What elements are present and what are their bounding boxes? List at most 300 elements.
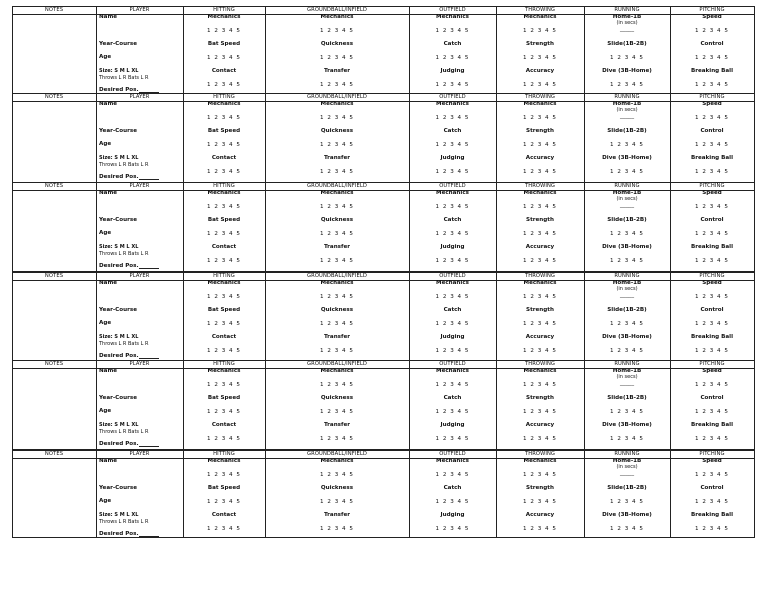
hitting-contact-label: Contact (211, 155, 237, 161)
running-slide-rating[interactable]: 1 2 3 4 5 (610, 142, 644, 148)
running-dive-label: Dive (3B-Home) (602, 512, 652, 518)
hitting-mechanics-rating[interactable]: 1 2 3 4 5 (207, 204, 241, 210)
outfield-judging-label: Judging (440, 422, 465, 428)
outfield-judging-rating[interactable]: 1 2 3 4 5 (435, 526, 470, 532)
header-outfield: OUTFIELD (439, 94, 466, 100)
groundball-mechanics-rating[interactable]: 1 2 3 4 5 (320, 28, 354, 34)
player-size-field[interactable]: Size: S M L XL (99, 512, 139, 518)
player-age-field[interactable]: Age (99, 230, 112, 236)
running-dive-label: Dive (3B-Home) (602, 68, 652, 74)
outfield-catch-label: Catch (443, 395, 462, 401)
running-slide-label: Slide(1B-2B) (607, 41, 647, 47)
outfield-catch-rating[interactable]: 1 2 3 4 5 (435, 231, 470, 237)
desired-pos-blank (139, 174, 159, 180)
outfield-catch-label: Catch (443, 307, 462, 313)
outfield-mechanics-rating[interactable]: 1 2 3 4 5 (435, 204, 470, 210)
pitching-breaking-ball-label: Breaking Ball (690, 422, 734, 428)
player-throws-bats-field[interactable]: Throws L R Bats L R (99, 75, 149, 81)
pitching-control-label: Control (700, 41, 724, 47)
groundball-quickness-rating[interactable]: 1 2 3 4 5 (320, 409, 354, 415)
player-evaluation-block (12, 93, 755, 182)
throwing-accuracy-label: Accuracy (525, 68, 555, 74)
hitting-bat-speed-rating[interactable]: 1 2 3 4 5 (207, 231, 241, 237)
running-dive-rating[interactable]: 1 2 3 4 5 (610, 169, 644, 175)
throwing-mechanics-rating[interactable]: 1 2 3 4 5 (523, 115, 557, 121)
throwing-accuracy-rating[interactable]: 1 2 3 4 5 (523, 526, 557, 532)
player-throws-bats-field[interactable]: Throws L R Bats L R (99, 251, 149, 257)
column-divider (409, 273, 410, 360)
running-dive-rating[interactable]: 1 2 3 4 5 (610, 82, 644, 88)
throwing-mechanics-rating[interactable]: 1 2 3 4 5 (523, 382, 557, 388)
player-desired-pos-field[interactable] (99, 441, 159, 447)
running-home-1b-sublabel: (in secs) (616, 464, 638, 470)
outfield-mechanics-label: Mechanics (436, 190, 469, 196)
running-home-1b-label: Home-1B (612, 101, 642, 107)
running-home-1b-sublabel: (in secs) (616, 286, 638, 292)
groundball-transfer-rating[interactable]: 1 2 3 4 5 (320, 348, 354, 354)
groundball-quickness-rating[interactable]: 1 2 3 4 5 (320, 55, 354, 61)
pitching-breaking-ball-rating[interactable]: 1 2 3 4 5 (695, 169, 729, 175)
throwing-mechanics-label: Mechanics (523, 101, 557, 107)
throwing-strength-rating[interactable]: 1 2 3 4 5 (523, 142, 557, 148)
groundball-mechanics-rating[interactable]: 1 2 3 4 5 (320, 294, 354, 300)
pitching-control-rating[interactable]: 1 2 3 4 5 (695, 142, 729, 148)
hitting-mechanics-label: Mechanics (207, 368, 241, 374)
throwing-strength-rating[interactable]: 1 2 3 4 5 (523, 409, 557, 415)
player-year-course-field[interactable]: Year-Course (99, 395, 137, 401)
throwing-accuracy-label: Accuracy (525, 244, 555, 250)
border-left (12, 451, 13, 537)
outfield-catch-rating[interactable]: 1 2 3 4 5 (435, 321, 470, 327)
groundball-quickness-label: Quickness (320, 128, 354, 134)
outfield-judging-label: Judging (440, 334, 465, 340)
player-age-field[interactable]: Age (99, 54, 112, 60)
hitting-bat-speed-rating[interactable]: 1 2 3 4 5 (207, 142, 241, 148)
groundball-mechanics-label: Mechanics (320, 101, 354, 107)
header-running: RUNNING (614, 7, 640, 13)
outfield-catch-rating[interactable]: 1 2 3 4 5 (435, 499, 470, 505)
pitching-speed-label: Speed (702, 458, 722, 464)
pitching-speed-rating[interactable]: 1 2 3 4 5 (695, 382, 729, 388)
column-divider (96, 361, 97, 449)
player-size-field[interactable]: Size: S M L XL (99, 244, 139, 250)
header-hitting: HITTING (213, 94, 235, 100)
header-notes: NOTES (44, 94, 64, 100)
player-desired-pos-field[interactable] (99, 174, 159, 180)
border-right (754, 7, 755, 93)
throwing-accuracy-rating[interactable]: 1 2 3 4 5 (523, 82, 557, 88)
hitting-bat-speed-label: Bat Speed (207, 485, 241, 491)
pitching-speed-rating[interactable]: 1 2 3 4 5 (695, 115, 729, 121)
groundball-transfer-rating[interactable]: 1 2 3 4 5 (320, 258, 354, 264)
running-home-1b-time-field[interactable]: _____ (620, 380, 634, 386)
header-pitching: PITCHING (699, 183, 725, 189)
player-throws-bats-field[interactable]: Throws L R Bats L R (99, 341, 149, 347)
outfield-judging-rating[interactable]: 1 2 3 4 5 (435, 169, 470, 175)
column-divider (183, 273, 184, 360)
groundball-mechanics-label: Mechanics (320, 368, 354, 374)
pitching-control-label: Control (700, 485, 724, 491)
header-hitting: HITTING (213, 361, 235, 367)
running-home-1b-label: Home-1B (612, 368, 642, 374)
groundball-transfer-label: Transfer (323, 334, 351, 340)
hitting-bat-speed-label: Bat Speed (207, 41, 241, 47)
groundball-mechanics-label: Mechanics (320, 458, 354, 464)
running-dive-label: Dive (3B-Home) (602, 155, 652, 161)
throwing-mechanics-rating[interactable]: 1 2 3 4 5 (523, 472, 557, 478)
throwing-accuracy-rating[interactable]: 1 2 3 4 5 (523, 436, 557, 442)
column-divider (670, 273, 671, 360)
throwing-strength-rating[interactable]: 1 2 3 4 5 (523, 321, 557, 327)
desired-pos-blank (139, 263, 159, 269)
throwing-accuracy-label: Accuracy (525, 512, 555, 518)
groundball-mechanics-rating[interactable]: 1 2 3 4 5 (320, 115, 354, 121)
header-player: PLAYER (129, 183, 150, 189)
player-desired-pos-field[interactable] (99, 353, 159, 359)
column-divider (96, 451, 97, 537)
player-age-field[interactable]: Age (99, 498, 112, 504)
player-desired-pos-field[interactable] (99, 263, 159, 269)
hitting-mechanics-rating[interactable]: 1 2 3 4 5 (207, 382, 241, 388)
header-throwing: THROWING (524, 361, 556, 367)
groundball-mechanics-rating[interactable]: 1 2 3 4 5 (320, 382, 354, 388)
header-player: PLAYER (129, 273, 150, 279)
header-outfield: OUTFIELD (439, 273, 466, 279)
groundball-transfer-rating[interactable]: 1 2 3 4 5 (320, 82, 354, 88)
outfield-judging-rating[interactable]: 1 2 3 4 5 (435, 258, 470, 264)
hitting-contact-rating[interactable]: 1 2 3 4 5 (207, 82, 241, 88)
pitching-control-rating[interactable]: 1 2 3 4 5 (695, 321, 729, 327)
header-hitting: HITTING (213, 7, 235, 13)
pitching-control-label: Control (700, 217, 724, 223)
groundball-quickness-rating[interactable]: 1 2 3 4 5 (320, 321, 354, 327)
player-evaluation-block (12, 360, 755, 449)
outfield-judging-label: Judging (440, 244, 465, 250)
throwing-accuracy-rating[interactable]: 1 2 3 4 5 (523, 258, 557, 264)
header-running: RUNNING (614, 183, 640, 189)
pitching-breaking-ball-label: Breaking Ball (690, 68, 734, 74)
hitting-bat-speed-label: Bat Speed (207, 217, 241, 223)
pitching-breaking-ball-rating[interactable]: 1 2 3 4 5 (695, 348, 729, 354)
groundball-mechanics-label: Mechanics (320, 190, 354, 196)
throwing-mechanics-rating[interactable]: 1 2 3 4 5 (523, 28, 557, 34)
running-slide-rating[interactable]: 1 2 3 4 5 (610, 409, 644, 415)
running-slide-label: Slide(1B-2B) (607, 128, 647, 134)
pitching-control-rating[interactable]: 1 2 3 4 5 (695, 499, 729, 505)
pitching-breaking-ball-label: Breaking Ball (690, 244, 734, 250)
outfield-mechanics-rating[interactable]: 1 2 3 4 5 (435, 382, 470, 388)
pitching-breaking-ball-rating[interactable]: 1 2 3 4 5 (695, 526, 729, 532)
groundball-transfer-label: Transfer (323, 512, 351, 518)
header-running: RUNNING (614, 361, 640, 367)
header-player: PLAYER (129, 7, 150, 13)
outfield-mechanics-rating[interactable]: 1 2 3 4 5 (435, 115, 470, 121)
column-divider (265, 273, 266, 360)
header-running: RUNNING (614, 451, 640, 457)
header-pitching: PITCHING (699, 94, 725, 100)
player-age-field[interactable]: Age (99, 141, 112, 147)
player-size-field[interactable]: Size: S M L XL (99, 155, 139, 161)
pitching-breaking-ball-label: Breaking Ball (690, 512, 734, 518)
running-dive-label: Dive (3B-Home) (602, 244, 652, 250)
groundball-quickness-rating[interactable]: 1 2 3 4 5 (320, 231, 354, 237)
running-dive-rating[interactable]: 1 2 3 4 5 (610, 526, 644, 532)
header-player: PLAYER (129, 451, 150, 457)
evaluation-sheet (12, 6, 755, 538)
header-hitting: HITTING (213, 273, 235, 279)
throwing-accuracy-label: Accuracy (525, 422, 555, 428)
outfield-judging-rating[interactable]: 1 2 3 4 5 (435, 348, 470, 354)
column-divider (96, 94, 97, 182)
outfield-catch-label: Catch (443, 485, 462, 491)
hitting-contact-label: Contact (211, 68, 237, 74)
player-evaluation-block (12, 271, 755, 360)
column-divider (96, 7, 97, 93)
player-name-field[interactable]: Name (99, 14, 118, 20)
header-notes: NOTES (44, 183, 64, 189)
groundball-quickness-label: Quickness (320, 485, 354, 491)
hitting-mechanics-label: Mechanics (207, 14, 241, 20)
groundball-quickness-rating[interactable]: 1 2 3 4 5 (320, 499, 354, 505)
desired-pos-blank (139, 531, 159, 537)
header-player: PLAYER (129, 361, 150, 367)
hitting-bat-speed-rating[interactable]: 1 2 3 4 5 (207, 499, 241, 505)
groundball-quickness-rating[interactable]: 1 2 3 4 5 (320, 142, 354, 148)
player-evaluation-block (12, 449, 755, 538)
throwing-accuracy-rating[interactable]: 1 2 3 4 5 (523, 169, 557, 175)
header-outfield: OUTFIELD (439, 183, 466, 189)
running-slide-rating[interactable]: 1 2 3 4 5 (610, 499, 644, 505)
pitching-speed-label: Speed (702, 14, 722, 20)
pitching-speed-rating[interactable]: 1 2 3 4 5 (695, 28, 729, 34)
running-slide-rating[interactable]: 1 2 3 4 5 (610, 55, 644, 61)
pitching-speed-rating[interactable]: 1 2 3 4 5 (695, 204, 729, 210)
throwing-strength-rating[interactable]: 1 2 3 4 5 (523, 55, 557, 61)
header-running: RUNNING (614, 273, 640, 279)
outfield-catch-rating[interactable]: 1 2 3 4 5 (435, 55, 470, 61)
outfield-catch-label: Catch (443, 128, 462, 134)
hitting-bat-speed-label: Bat Speed (207, 128, 241, 134)
player-throws-bats-field[interactable]: Throws L R Bats L R (99, 429, 149, 435)
running-home-1b-sublabel: (in secs) (616, 374, 638, 380)
player-evaluation-block (12, 6, 755, 93)
header-pitching: PITCHING (699, 451, 725, 457)
running-dive-rating[interactable]: 1 2 3 4 5 (610, 258, 644, 264)
header-groundball: GROUNDBALL/INFIELD (307, 451, 367, 457)
outfield-mechanics-rating[interactable]: 1 2 3 4 5 (435, 294, 470, 300)
pitching-speed-label: Speed (702, 368, 722, 374)
throwing-strength-label: Strength (526, 307, 554, 313)
running-slide-rating[interactable]: 1 2 3 4 5 (610, 231, 644, 237)
throwing-mechanics-label: Mechanics (523, 14, 557, 20)
hitting-mechanics-rating[interactable]: 1 2 3 4 5 (207, 472, 241, 478)
outfield-mechanics-label: Mechanics (436, 458, 469, 464)
outfield-judging-rating[interactable]: 1 2 3 4 5 (435, 436, 470, 442)
hitting-contact-rating[interactable]: 1 2 3 4 5 (207, 169, 241, 175)
hitting-mechanics-label: Mechanics (207, 101, 241, 107)
header-outfield: OUTFIELD (439, 7, 466, 13)
groundball-quickness-label: Quickness (320, 217, 354, 223)
outfield-catch-rating[interactable]: 1 2 3 4 5 (435, 409, 470, 415)
groundball-transfer-rating[interactable]: 1 2 3 4 5 (320, 169, 354, 175)
player-year-course-field[interactable]: Year-Course (99, 485, 137, 491)
outfield-catch-rating[interactable]: 1 2 3 4 5 (435, 142, 470, 148)
border-right (754, 451, 755, 537)
throwing-strength-label: Strength (526, 41, 554, 47)
running-home-1b-time-field[interactable]: _____ (620, 202, 634, 208)
header-throwing: THROWING (524, 7, 556, 13)
hitting-mechanics-rating[interactable]: 1 2 3 4 5 (207, 115, 241, 121)
desired-pos-blank (139, 353, 159, 359)
player-year-course-field[interactable]: Year-Course (99, 128, 137, 134)
running-home-1b-sublabel: (in secs) (616, 196, 638, 202)
player-throws-bats-field[interactable]: Throws L R Bats L R (99, 519, 149, 525)
pitching-control-rating[interactable]: 1 2 3 4 5 (695, 231, 729, 237)
player-year-course-field[interactable]: Year-Course (99, 307, 137, 313)
player-evaluation-block (12, 182, 755, 271)
hitting-contact-rating[interactable]: 1 2 3 4 5 (207, 436, 241, 442)
desired-pos-label: Desired Pos. (99, 441, 139, 447)
running-slide-label: Slide(1B-2B) (607, 485, 647, 491)
desired-pos-label: Desired Pos. (99, 531, 139, 537)
border-left (12, 94, 13, 182)
groundball-transfer-label: Transfer (323, 68, 351, 74)
outfield-judging-label: Judging (440, 155, 465, 161)
outfield-judging-rating[interactable]: 1 2 3 4 5 (435, 82, 470, 88)
player-year-course-field[interactable]: Year-Course (99, 41, 137, 47)
pitching-speed-label: Speed (702, 280, 722, 286)
border-right (754, 273, 755, 360)
hitting-bat-speed-rating[interactable]: 1 2 3 4 5 (207, 321, 241, 327)
player-age-field[interactable]: Age (99, 320, 112, 326)
player-throws-bats-field[interactable]: Throws L R Bats L R (99, 162, 149, 168)
groundball-transfer-rating[interactable]: 1 2 3 4 5 (320, 436, 354, 442)
border-left (12, 183, 13, 271)
running-home-1b-time-field[interactable]: _____ (620, 113, 634, 119)
hitting-contact-rating[interactable]: 1 2 3 4 5 (207, 526, 241, 532)
header-outfield: OUTFIELD (439, 361, 466, 367)
running-home-1b-time-field[interactable]: _____ (620, 26, 634, 32)
hitting-contact-label: Contact (211, 244, 237, 250)
hitting-contact-rating[interactable]: 1 2 3 4 5 (207, 258, 241, 264)
header-pitching: PITCHING (699, 7, 725, 13)
border-right (754, 183, 755, 271)
header-groundball: GROUNDBALL/INFIELD (307, 183, 367, 189)
outfield-mechanics-rating[interactable]: 1 2 3 4 5 (435, 472, 470, 478)
header-notes: NOTES (44, 273, 64, 279)
player-name-field[interactable]: Name (99, 101, 118, 107)
column-divider (96, 183, 97, 271)
groundball-transfer-label: Transfer (323, 244, 351, 250)
hitting-bat-speed-rating[interactable]: 1 2 3 4 5 (207, 55, 241, 61)
player-size-field[interactable]: Size: S M L XL (99, 334, 139, 340)
running-dive-label: Dive (3B-Home) (602, 334, 652, 340)
outfield-mechanics-label: Mechanics (436, 280, 469, 286)
running-slide-label: Slide(1B-2B) (607, 217, 647, 223)
pitching-speed-rating[interactable]: 1 2 3 4 5 (695, 294, 729, 300)
throwing-accuracy-rating[interactable]: 1 2 3 4 5 (523, 348, 557, 354)
header-running: RUNNING (614, 94, 640, 100)
desired-pos-label: Desired Pos. (99, 174, 139, 180)
running-home-1b-time-field[interactable]: _____ (620, 470, 634, 476)
throwing-mechanics-rating[interactable]: 1 2 3 4 5 (523, 294, 557, 300)
throwing-mechanics-label: Mechanics (523, 458, 557, 464)
throwing-mechanics-rating[interactable]: 1 2 3 4 5 (523, 204, 557, 210)
pitching-control-rating[interactable]: 1 2 3 4 5 (695, 55, 729, 61)
pitching-breaking-ball-label: Breaking Ball (690, 155, 734, 161)
header-throwing: THROWING (524, 94, 556, 100)
running-slide-label: Slide(1B-2B) (607, 395, 647, 401)
running-home-1b-sublabel: (in secs) (616, 107, 638, 113)
desired-pos-label: Desired Pos. (99, 353, 139, 359)
player-name-field[interactable]: Name (99, 280, 118, 286)
running-dive-rating[interactable]: 1 2 3 4 5 (610, 436, 644, 442)
throwing-strength-rating[interactable]: 1 2 3 4 5 (523, 231, 557, 237)
hitting-mechanics-rating[interactable]: 1 2 3 4 5 (207, 28, 241, 34)
running-home-1b-label: Home-1B (612, 14, 642, 20)
running-slide-label: Slide(1B-2B) (607, 307, 647, 313)
groundball-quickness-label: Quickness (320, 41, 354, 47)
groundball-mechanics-label: Mechanics (320, 280, 354, 286)
hitting-bat-speed-rating[interactable]: 1 2 3 4 5 (207, 409, 241, 415)
hitting-mechanics-rating[interactable]: 1 2 3 4 5 (207, 294, 241, 300)
pitching-control-label: Control (700, 128, 724, 134)
running-home-1b-label: Home-1B (612, 458, 642, 464)
throwing-accuracy-label: Accuracy (525, 334, 555, 340)
header-hitting: HITTING (213, 451, 235, 457)
pitching-breaking-ball-rating[interactable]: 1 2 3 4 5 (695, 82, 729, 88)
running-dive-rating[interactable]: 1 2 3 4 5 (610, 348, 644, 354)
hitting-contact-rating[interactable]: 1 2 3 4 5 (207, 348, 241, 354)
player-age-field[interactable]: Age (99, 408, 112, 414)
header-pitching: PITCHING (699, 361, 725, 367)
header-notes: NOTES (44, 7, 64, 13)
header-notes: NOTES (44, 361, 64, 367)
player-name-field[interactable]: Name (99, 190, 118, 196)
pitching-breaking-ball-rating[interactable]: 1 2 3 4 5 (695, 436, 729, 442)
outfield-judging-label: Judging (440, 512, 465, 518)
border-right (754, 94, 755, 182)
running-home-1b-sublabel: (in secs) (616, 20, 638, 26)
column-divider (496, 273, 497, 360)
header-groundball: GROUNDBALL/INFIELD (307, 7, 367, 13)
player-desired-pos-field[interactable] (99, 531, 159, 537)
groundball-mechanics-rating[interactable]: 1 2 3 4 5 (320, 472, 354, 478)
running-slide-rating[interactable]: 1 2 3 4 5 (610, 321, 644, 327)
hitting-mechanics-label: Mechanics (207, 280, 241, 286)
throwing-strength-label: Strength (526, 217, 554, 223)
player-size-field[interactable]: Size: S M L XL (99, 68, 139, 74)
pitching-speed-rating[interactable]: 1 2 3 4 5 (695, 472, 729, 478)
running-home-1b-time-field[interactable]: _____ (620, 292, 634, 298)
border-left (12, 361, 13, 449)
border-left (12, 7, 13, 93)
groundball-transfer-rating[interactable]: 1 2 3 4 5 (320, 526, 354, 532)
pitching-control-rating[interactable]: 1 2 3 4 5 (695, 409, 729, 415)
pitching-speed-label: Speed (702, 190, 722, 196)
header-throwing: THROWING (524, 183, 556, 189)
pitching-breaking-ball-rating[interactable]: 1 2 3 4 5 (695, 258, 729, 264)
outfield-mechanics-rating[interactable]: 1 2 3 4 5 (435, 28, 470, 34)
player-size-field[interactable]: Size: S M L XL (99, 422, 139, 428)
throwing-strength-rating[interactable]: 1 2 3 4 5 (523, 499, 557, 505)
player-year-course-field[interactable]: Year-Course (99, 217, 137, 223)
header-throwing: THROWING (524, 273, 556, 279)
groundball-mechanics-rating[interactable]: 1 2 3 4 5 (320, 204, 354, 210)
player-name-field[interactable]: Name (99, 458, 118, 464)
outfield-judging-label: Judging (440, 68, 465, 74)
player-name-field[interactable]: Name (99, 368, 118, 374)
